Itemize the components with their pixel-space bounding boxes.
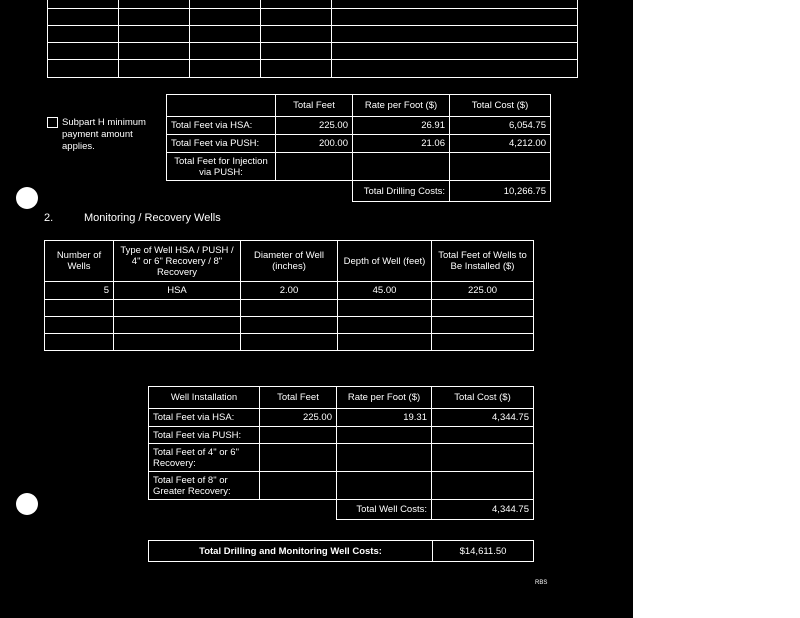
installation-total-label: Total Well Costs: [337,500,432,520]
top-partial-table [47,0,578,78]
installation-row-cost [432,444,534,472]
drilling-header-cost: Total Cost ($) [450,95,551,117]
wells-table [44,240,534,351]
installation-row-label: Total Feet of 8" or Greater Recovery: [149,472,260,500]
installation-row-label: Total Feet via HSA: [149,409,260,427]
wells-type: HSA [114,282,241,300]
binder-hole [16,187,38,209]
installation-row-rate: 19.31 [337,409,432,427]
drilling-row-label: Total Feet for Injection via PUSH: [167,153,276,181]
wells-total: 225.00 [432,282,534,300]
drilling-header-rate: Rate per Foot ($) [353,95,450,117]
drilling-row-cost: 6,054.75 [450,117,551,135]
installation-row-cost [432,472,534,500]
grand-total-table [148,540,534,562]
installation-row-feet [260,427,337,444]
section-number: 2. [44,212,54,224]
drilling-row-label: Total Feet via PUSH: [167,135,276,153]
wells-diameter: 2.00 [241,282,338,300]
installation-row-rate [337,472,432,500]
drilling-row-feet: 225.00 [276,117,353,135]
drilling-row-label: Total Feet via HSA: [167,117,276,135]
subpart-h-checkbox-note [47,117,162,152]
installation-row-feet [260,444,337,472]
drilling-row-feet: 200.00 [276,135,353,153]
installation-row-cost: 4,344.75 [432,409,534,427]
grand-total-value: $14,611.50 [433,541,534,562]
drilling-cost-table [166,94,551,202]
installation-total-value: 4,344.75 [432,500,534,520]
installation-header-feet: Total Feet [260,387,337,409]
checkbox[interactable] [47,117,58,128]
drilling-total-label: Total Drilling Costs: [353,181,450,202]
installation-row-label: Total Feet of 4" or 6" Recovery: [149,444,260,472]
page-mark: RBS [535,580,548,586]
drilling-total-value: 10,266.75 [450,181,551,202]
installation-row-feet [260,472,337,500]
installation-row-label: Total Feet via PUSH: [149,427,260,444]
drilling-row-cost: 4,212.00 [450,135,551,153]
wells-header-diameter: Diameter of Well (inches) [241,241,338,282]
wells-header-depth: Depth of Well (feet) [338,241,432,282]
installation-row-feet: 225.00 [260,409,337,427]
drilling-header-feet: Total Feet [276,95,353,117]
subpart-h-text: Subpart H minimum payment amount applies. [62,117,146,152]
wells-header-number: Number of Wells [45,241,114,282]
installation-row-rate [337,444,432,472]
section-title: Monitoring / Recovery Wells [84,212,221,224]
drilling-row-rate: 21.06 [353,135,450,153]
wells-header-type: Type of Well HSA / PUSH / 4" or 6" Recovery / 8" Recovery [114,241,241,282]
installation-row-rate [337,427,432,444]
wells-header-total: Total Feet of Wells to Be Installed ($) [432,241,534,282]
grand-total-label: Total Drilling and Monitoring Well Costs: [149,541,433,562]
section-heading [44,212,221,224]
drilling-header-blank [167,95,276,117]
drilling-row-rate: 26.91 [353,117,450,135]
installation-header-rate: Rate per Foot ($) [337,387,432,409]
wells-number: 5 [45,282,114,300]
drilling-row-feet [276,153,353,181]
installation-row-cost [432,427,534,444]
drilling-row-cost [450,153,551,181]
installation-header-label: Well Installation [149,387,260,409]
wells-depth: 45.00 [338,282,432,300]
drilling-row-rate [353,153,450,181]
installation-table [148,386,534,520]
installation-header-cost: Total Cost ($) [432,387,534,409]
binder-hole [16,493,38,515]
